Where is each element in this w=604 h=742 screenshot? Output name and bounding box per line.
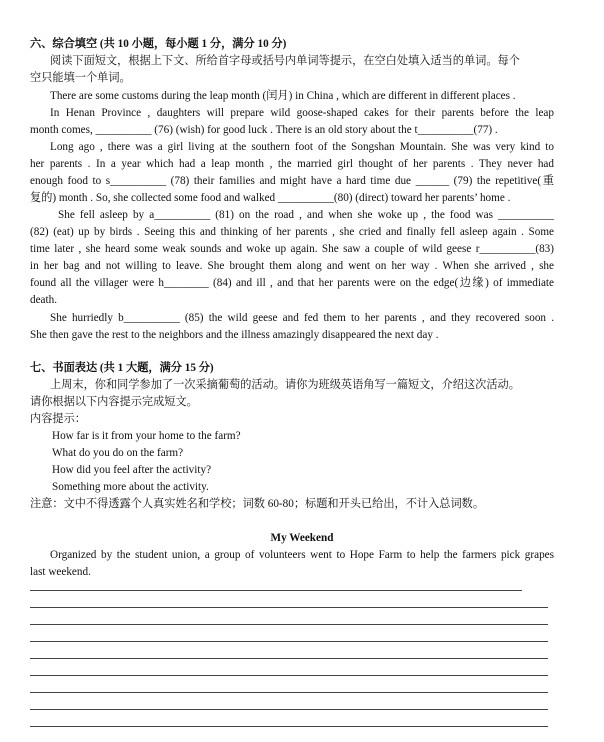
answer-line[interactable] <box>30 624 548 625</box>
passage-line: Long ago , there was a girl living at the southern foot of the Songshan Mountain. She was very kind to <box>50 141 554 153</box>
answer-line[interactable] <box>30 641 548 642</box>
answer-line[interactable] <box>30 709 548 710</box>
passage-line: She fell asleep by a__________ (81) on the road , and when she woke up , the food was __________ <box>58 209 554 221</box>
answer-line[interactable] <box>30 692 548 693</box>
essay-opening-line: Organized by the student union, a group of volunteers went to Hope Farm to help the farmers pick grapes <box>50 549 554 561</box>
passage-line: There are some customs during the leap month (闰月) in China , which are different in different places . <box>50 90 516 102</box>
passage-line: enough food to s__________ (78) their families and might have a hard time due ______ (79) the repetitive(重 <box>30 175 554 187</box>
section6-instruction-line: 阅读下面短文，根据上下文、所给首字母或括号内单词等提示，在空白处填入适当的单词。每个 <box>50 55 520 67</box>
passage-line: In Henan Province , daughters will prepare wild goose-shaped cakes for their parents before the leap <box>50 107 554 119</box>
hint-item: How did you feel after the activity? <box>52 464 212 476</box>
passage-line: She then gave the rest to the neighbors and the illness amazingly disappeared the next day . <box>30 329 439 341</box>
hint-item: What do you do on the farm? <box>52 447 184 459</box>
passage-line: She hurriedly b__________ (85) the wild geese and fed them to her parents , and they recovered soon . <box>50 312 554 324</box>
writing-note: 注意：文中不得透露个人真实姓名和学校；词数 60-80；标题和开头已给出，不计入总词数。 <box>30 498 485 510</box>
answer-line[interactable] <box>30 726 548 727</box>
section6-heading: 六、综合填空 (共 10 小题，每小题 1 分，满分 10 分) <box>30 38 287 50</box>
passage-line: found all the villager were h________ (84) and ill , and that her parents were on the edge(边缘) of immediate <box>30 277 554 289</box>
section6-instruction-line: 空只能填一个单词。 <box>30 72 131 84</box>
hints-label: 内容提示： <box>30 413 86 425</box>
passage-line: time later , she heard some weak sounds and woke up again. She saw a couple of wild geese r__________(83) <box>30 243 554 255</box>
section7-instruction-line: 上周末，你和同学参加了一次采摘葡萄的活动。请你为班级英语角写一篇短文，介绍这次活动。 <box>50 379 520 391</box>
passage-line: (82) (eat) up by birds . Seeing this and thinking of her parents , she cried and finally fell asleep again . Some <box>30 226 554 238</box>
passage-line: month comes, __________ (76) (wish) for good luck . There is an old story about the t__________(77) . <box>30 124 498 136</box>
answer-line[interactable] <box>30 607 548 608</box>
hint-item: How far is it from your home to the farm? <box>52 430 241 442</box>
essay-opening-line: last weekend. <box>30 566 91 578</box>
section7-heading: 七、书面表达 (共 1 大题，满分 15 分) <box>30 362 214 374</box>
passage-line: her parents . In a year which had a leap month , the married girl thought of her parents . They never had <box>30 158 554 170</box>
answer-line[interactable] <box>30 675 548 676</box>
hint-item: Something more about the activity. <box>52 481 209 493</box>
passage-line: in her bag and not willing to leave. She brought them along and went on her way . When she arrived , she <box>30 260 554 272</box>
passage-line: 复的) month . So, she collected some food and walked __________(80) (direct) toward her parents’ home . <box>30 192 511 204</box>
section7-instruction-line: 请你根据以下内容提示完成短文。 <box>30 396 198 408</box>
essay-title: My Weekend <box>270 532 334 544</box>
passage-line: death. <box>30 294 58 306</box>
answer-line[interactable] <box>30 590 522 591</box>
answer-line[interactable] <box>30 658 548 659</box>
